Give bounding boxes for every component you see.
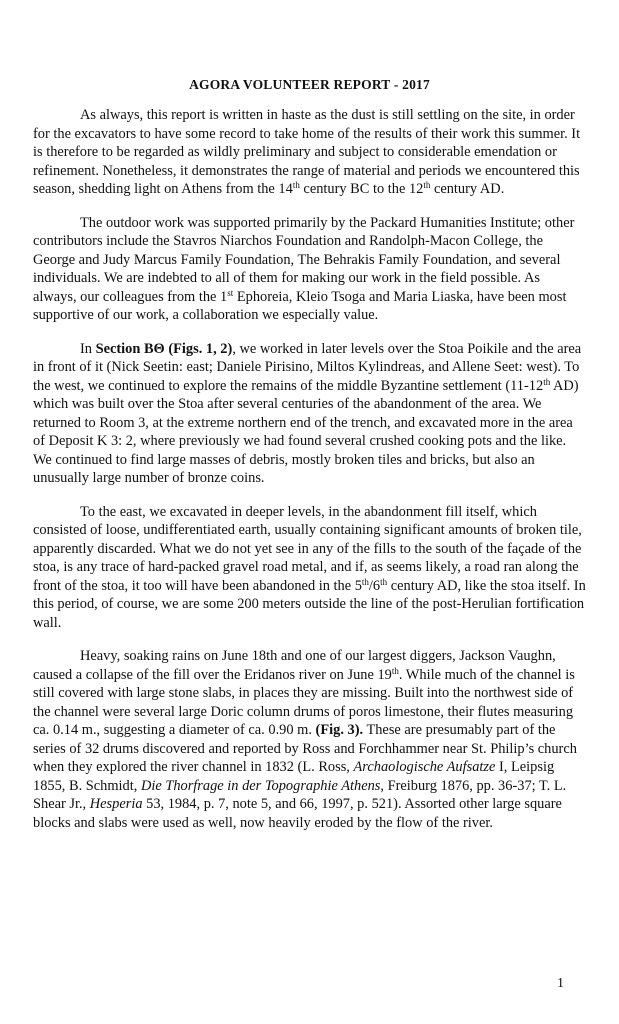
paragraph-section-bth: In Section ΒΘ (Figs. 1, 2), we worked in later levels over the Stoa Poikile and the area in front of it (Nick Seetin: east; Daniele Pirisino, Miltos Kylindreas, and Allene Seet: west). To the west, we continued to explore the remains of the middle Byzantine settlement (11-12th AD) which was built over the Stoa after several centuries of the abandonment of the area. We returned to Room 3, at the extreme northern end of the trench, and excavated more in the area of Deposit K 3: 2, where previously we had found several crushed cooking pots and the like. We continued to find large masses of debris, mostly broken tiles and bricks, but also an unusually large number of bronze coins.: [33, 340, 582, 486]
section-heading-bold: Section ΒΘ (Figs. 1, 2): [95, 340, 233, 357]
paragraph-eridanos: Heavy, soaking rains on June 18th and one of our largest diggers, Jackson Vaughn, caused a collapse of the fill over the Eridanos river on June 19th. While much of the channel is still covered with large stone slabs, in places they are missing. Built into the northwest side of the channel were several large Doric column drums of poros limestone, their flutes measuring ca. 0.14 m., suggesting a diameter of ca. 0.90 m. (Fig. 3). These are presumably part of the series of 32 drums discovered and reported by Ross and Forchhammer near St. Philip’s church when they explored the river channel in 1832 (L. Ross, Archaologische Aufsatze I, Leipsig 1855, B. Schmidt, Die Thorfrage in der Topographie Athens, Freiburg 1876, pp. 36-37; T. L. Shear Jr., Hesperia 53, 1984, p. 7, note 5, and 66, 1997, p. 521). Assorted other large square blocks and slabs were used as well, now heavily eroded by the flow of the river.: [33, 648, 577, 831]
page-number: 1: [557, 976, 564, 991]
report-body: [33, 106, 586, 847]
report-title: AGORA VOLUNTEER REPORT - 2017: [189, 77, 430, 92]
paragraph-intro: As always, this report is written in haste as the dust is still settling on the site, in order for the excavators to have some record to take home of the results of their work this summer. It is therefore to be regarded as wildly preliminary and subject to considerable emendation or refinement. Nonetheless, it demonstrates the range of material and periods we encountered this season, shedding light on Athens from the 14th century BC to the 12th century AD.: [33, 107, 581, 197]
paragraph-east: To the east, we excavated in deeper levels, in the abandonment fill itself, which consisted of loose, undifferentiated earth, usually containing significant amounts of broken tile, apparently discarded. What we do not yet see in any of the fills to the south of the façade of the stoa, is any trace of hard-packed gravel road metal, and if, as seems likely, a road ran along the front of the stoa, it too will have been abandoned in the 5th/6th century AD, like the stoa itself. In this period, of course, we are some 200 meters outside the line of the post-Herulian fortification wall.: [33, 503, 586, 631]
figure-reference: (Fig. 3).: [315, 722, 364, 738]
paragraph-funding: The outdoor work was supported primarily by the Packard Humanities Institute; other contributors include the Stavros Niarchos Foundation and Randolph-Macon College, the George and Judy Marcus Family Foundation, The Behrakis Family Foundation, and several individuals. We are indebted to all of them for making our work in the field possible. As always, our colleagues from the 1st Ephoreia, Kleio Tsoga and Maria Liaska, have been most supportive of our work, a collaboration we especially value.: [33, 214, 575, 323]
